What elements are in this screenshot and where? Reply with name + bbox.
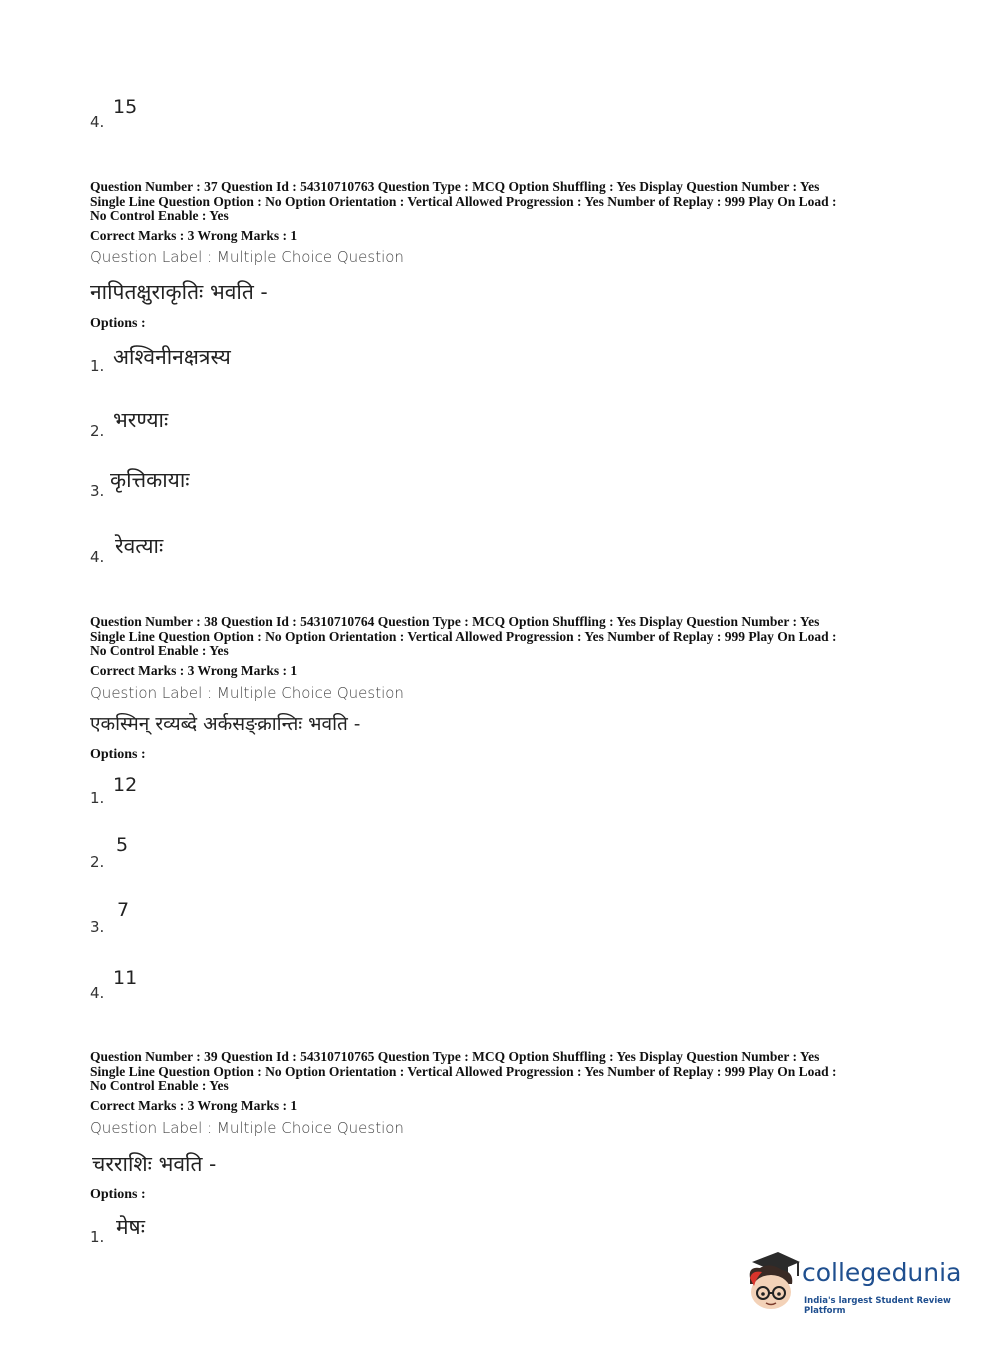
question-meta xyxy=(90,1050,920,1094)
meta-line: Single Line Question Option : No Option Orientation : Vertical Allowed Progression : Yes Number of Replay : 999 Play On Load : xyxy=(90,1063,837,1079)
options-header: Options : xyxy=(90,1187,146,1202)
option-text: 15 xyxy=(113,96,138,118)
meta-line: Single Line Question Option : No Option Orientation : Vertical Allowed Progression : Yes Number of Replay : 999 Play On Load : xyxy=(90,628,837,644)
option-number: 1. xyxy=(90,357,105,375)
option-text: मेषः xyxy=(116,1215,145,1239)
meta-line: Question Number : 39 Question Id : 54310710765 Question Type : MCQ Option Shuffling : Yes Display Question Number : Yes xyxy=(90,1049,820,1064)
option-number: 3. xyxy=(90,482,105,500)
option-number: 4. xyxy=(90,984,105,1002)
marks-line: Correct Marks : 3 Wrong Marks : 1 xyxy=(90,663,298,678)
option-text: कृत्तिकायाः xyxy=(110,468,190,492)
option-number: 1. xyxy=(90,789,105,807)
mascot-icon xyxy=(742,1248,802,1314)
option-text: 12 xyxy=(113,774,138,796)
logo-wordmark: collegedunia xyxy=(802,1258,962,1287)
meta-line: Question Number : 38 Question Id : 54310710764 Question Type : MCQ Option Shuffling : Yes Display Question Number : Yes xyxy=(90,614,820,629)
option-number: 3. xyxy=(90,918,105,936)
question-stem: नापितक्षुराकृतिः भवति - xyxy=(90,280,268,304)
options-header: Options : xyxy=(90,316,146,331)
option-number: 4. xyxy=(90,113,105,131)
question-label: Question Label : Multiple Choice Question xyxy=(90,248,404,266)
meta-line: Question Number : 37 Question Id : 54310710763 Question Type : MCQ Option Shuffling : Yes Display Question Number : Yes xyxy=(90,179,820,194)
question-stem: एकस्मिन् रव्यब्दे अर्कसङ्क्रान्तिः भवति - xyxy=(90,713,361,735)
option-number: 4. xyxy=(90,548,105,566)
meta-line: No Control Enable : Yes xyxy=(90,643,229,658)
question-label: Question Label : Multiple Choice Question xyxy=(90,684,404,702)
option-text: 5 xyxy=(116,834,129,856)
meta-line: No Control Enable : Yes xyxy=(90,1078,229,1093)
question-label: Question Label : Multiple Choice Question xyxy=(90,1119,404,1137)
marks-line: Correct Marks : 3 Wrong Marks : 1 xyxy=(90,228,298,243)
logo-tagline: India's largest Student Review Platform xyxy=(804,1296,951,1316)
option-text: अश्विनीनक्षत्रस्य xyxy=(113,345,231,369)
option-number: 2. xyxy=(90,853,105,871)
question-meta xyxy=(90,615,920,659)
meta-line: No Control Enable : Yes xyxy=(90,208,229,223)
option-text: रेवत्याः xyxy=(115,534,164,558)
option-text: 11 xyxy=(113,967,138,989)
option-number: 2. xyxy=(90,422,105,440)
options-header: Options : xyxy=(90,747,146,762)
collegedunia-logo xyxy=(742,1248,972,1318)
marks-line: Correct Marks : 3 Wrong Marks : 1 xyxy=(90,1098,298,1113)
option-text: 7 xyxy=(117,899,130,921)
option-number: 1. xyxy=(90,1228,105,1246)
question-meta xyxy=(90,180,920,224)
question-stem: चरराशिः भवति - xyxy=(92,1152,217,1176)
option-text: भरण्याः xyxy=(113,408,169,432)
meta-line: Single Line Question Option : No Option Orientation : Vertical Allowed Progression : Yes Number of Replay : 999 Play On Load : xyxy=(90,193,837,209)
